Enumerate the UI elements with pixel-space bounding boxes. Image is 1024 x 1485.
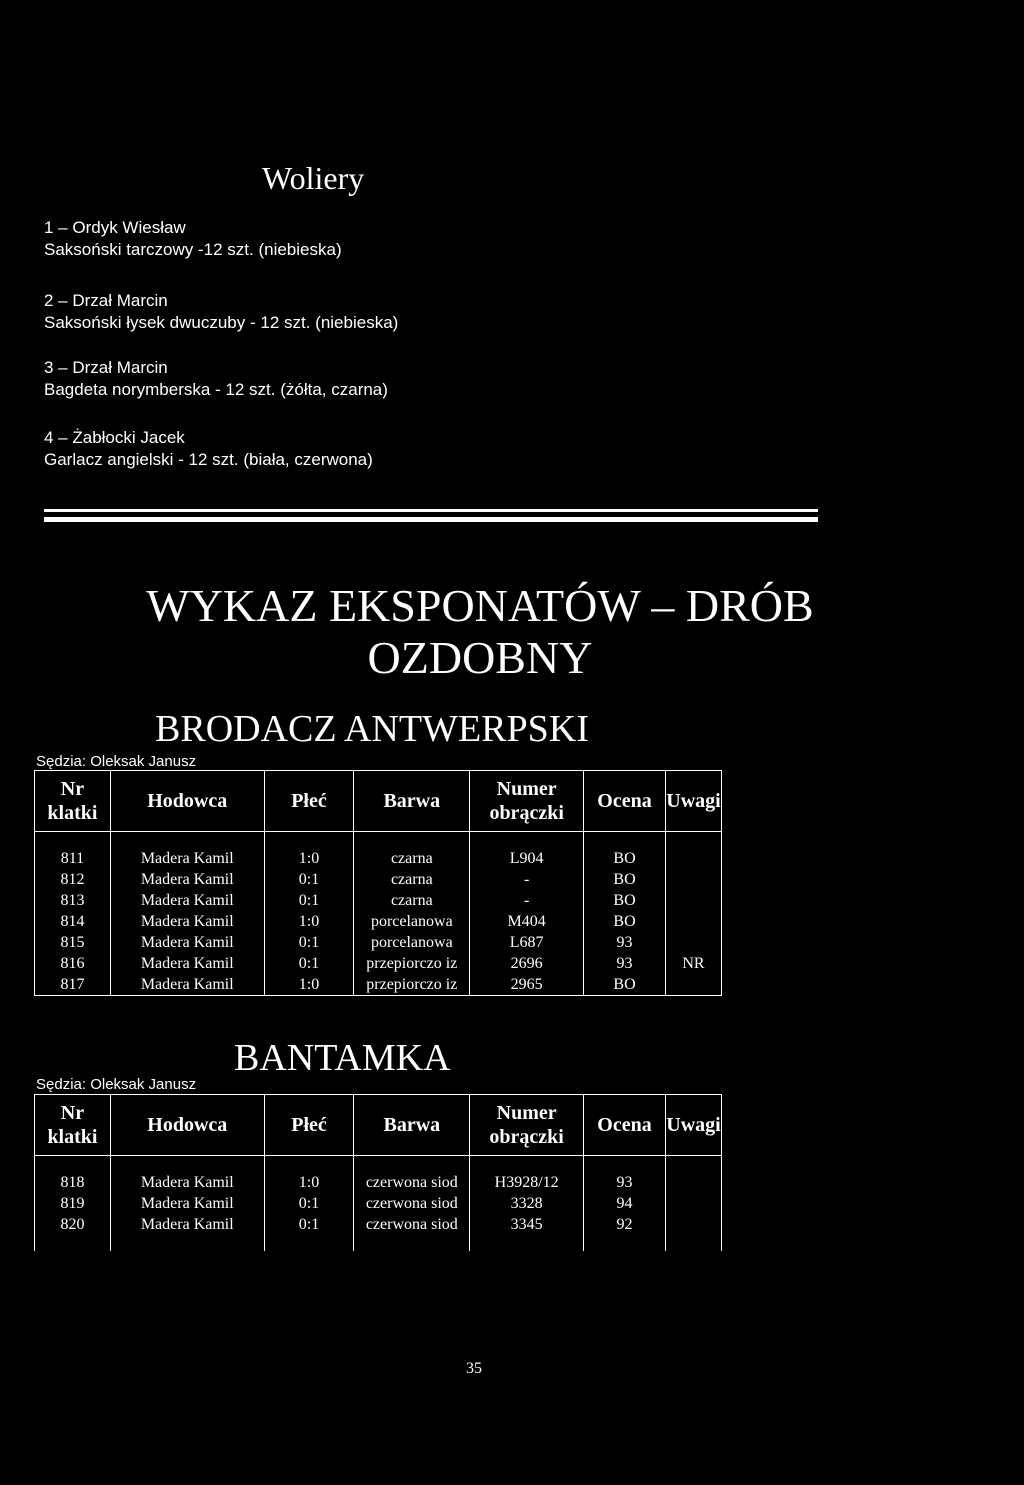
aviary-entry-1 (44, 217, 342, 261)
cell-score: BO (584, 890, 666, 911)
cell-breeder: Madera Kamil (110, 1193, 264, 1214)
table-row (35, 869, 722, 890)
cell-breeder: Madera Kamil (110, 848, 264, 869)
cell-color: porcelanowa (354, 932, 470, 953)
cell-sex: 0:1 (264, 953, 354, 974)
aviary-entry-4 (44, 427, 373, 471)
aviary-owner: 4 – Żabłocki Jacek (44, 428, 185, 447)
aviary-entry-2 (44, 290, 398, 334)
cell-notes (665, 1172, 721, 1193)
cell-score: 93 (584, 953, 666, 974)
divider-rule-top (44, 509, 818, 512)
table-row (35, 848, 722, 869)
cell-sex: 0:1 (264, 1214, 354, 1235)
table-header-row (35, 1095, 722, 1156)
exhibit-table-bantamka (34, 1094, 722, 1251)
cell-nr: 814 (35, 911, 111, 932)
col-header-score: Ocena (584, 1095, 666, 1156)
cell-ring: M404 (470, 911, 584, 932)
page-number: 35 (466, 1360, 482, 1377)
cell-ring: 2965 (470, 974, 584, 996)
cell-nr: 818 (35, 1172, 111, 1193)
cell-breeder: Madera Kamil (110, 1214, 264, 1235)
cell-notes (665, 869, 721, 890)
cell-sex: 0:1 (264, 890, 354, 911)
judge-label: Sędzia: Oleksak Janusz (36, 1076, 197, 1093)
cell-ring: H3928/12 (470, 1172, 584, 1193)
cell-ring: - (470, 890, 584, 911)
woliery-title: Woliery (262, 160, 365, 196)
cell-color: czerwona siod (354, 1214, 470, 1235)
cell-ring: 3328 (470, 1193, 584, 1214)
col-header-sex: Płeć (264, 1095, 354, 1156)
col-header-color: Barwa (354, 1095, 470, 1156)
cell-color: czarna (354, 869, 470, 890)
cell-color: czerwona siod (354, 1172, 470, 1193)
cell-notes (665, 974, 721, 996)
cell-sex: 1:0 (264, 1172, 354, 1193)
aviary-breed: Bagdeta norymberska - 12 szt. (żółta, czarna) (44, 380, 388, 399)
cell-color: porcelanowa (354, 911, 470, 932)
cell-score: BO (584, 911, 666, 932)
cell-nr: 816 (35, 953, 111, 974)
col-header-notes: Uwagi (665, 1095, 721, 1156)
col-header-notes: Uwagi (665, 771, 721, 832)
cell-breeder: Madera Kamil (110, 911, 264, 932)
cell-breeder: Madera Kamil (110, 890, 264, 911)
cell-ring: 2696 (470, 953, 584, 974)
exhibit-table-brodacz (34, 770, 722, 996)
aviary-breed: Garlacz angielski - 12 szt. (biała, czerwona) (44, 450, 373, 469)
cell-color: czerwona siod (354, 1193, 470, 1214)
table-row (35, 953, 722, 974)
judge-label: Sędzia: Oleksak Janusz (36, 753, 197, 770)
cell-notes (665, 911, 721, 932)
table-row (35, 1193, 722, 1214)
aviary-owner: 3 – Drzał Marcin (44, 358, 168, 377)
col-header-nr: Nr klatki (35, 771, 111, 832)
cell-score: BO (584, 974, 666, 996)
cell-nr: 820 (35, 1214, 111, 1235)
table-header-row (35, 771, 722, 832)
cell-score: 93 (584, 932, 666, 953)
cell-ring: 3345 (470, 1214, 584, 1235)
divider-rule-bottom (44, 517, 818, 522)
cell-sex: 0:1 (264, 869, 354, 890)
table-row (35, 1214, 722, 1235)
cell-notes (665, 848, 721, 869)
col-header-nr: Nr klatki (35, 1095, 111, 1156)
col-header-sex: Płeć (264, 771, 354, 832)
section-title: BANTAMKA (234, 1037, 451, 1079)
section-title: BRODACZ ANTWERPSKI (155, 708, 589, 750)
cell-score: 94 (584, 1193, 666, 1214)
cell-score: 93 (584, 1172, 666, 1193)
cell-notes: NR (665, 953, 721, 974)
cell-sex: 1:0 (264, 911, 354, 932)
col-header-ring: Numer obrączki (470, 771, 584, 832)
table-row (35, 974, 722, 996)
cell-breeder: Madera Kamil (110, 869, 264, 890)
cell-score: BO (584, 848, 666, 869)
main-title-line1: WYKAZ EKSPONATÓW – DRÓB (146, 580, 814, 631)
cell-nr: 819 (35, 1193, 111, 1214)
aviary-entry-3 (44, 357, 388, 401)
cell-sex: 1:0 (264, 848, 354, 869)
cell-nr: 815 (35, 932, 111, 953)
table-row (35, 1172, 722, 1193)
table-row (35, 932, 722, 953)
cell-notes (665, 932, 721, 953)
cell-score: 92 (584, 1214, 666, 1235)
cell-ring: L904 (470, 848, 584, 869)
cell-sex: 0:1 (264, 932, 354, 953)
cell-nr: 813 (35, 890, 111, 911)
cell-color: czarna (354, 890, 470, 911)
cell-nr: 811 (35, 848, 111, 869)
cell-breeder: Madera Kamil (110, 974, 264, 996)
cell-sex: 1:0 (264, 974, 354, 996)
aviary-owner: 2 – Drzał Marcin (44, 291, 168, 310)
cell-ring: - (470, 869, 584, 890)
aviary-owner: 1 – Ordyk Wiesław (44, 218, 186, 237)
cell-color: czarna (354, 848, 470, 869)
cell-color: przepiorczo iz (354, 953, 470, 974)
table-row (35, 890, 722, 911)
col-header-breeder: Hodowca (110, 771, 264, 832)
aviary-breed: Saksoński tarczowy -12 szt. (niebieska) (44, 240, 342, 259)
cell-notes (665, 1193, 721, 1214)
cell-color: przepiorczo iz (354, 974, 470, 996)
cell-breeder: Madera Kamil (110, 953, 264, 974)
cell-sex: 0:1 (264, 1193, 354, 1214)
cell-notes (665, 890, 721, 911)
cell-ring: L687 (470, 932, 584, 953)
col-header-color: Barwa (354, 771, 470, 832)
main-title-line2: OZDOBNY (367, 632, 593, 683)
cell-nr: 817 (35, 974, 111, 996)
col-header-breeder: Hodowca (110, 1095, 264, 1156)
cell-notes (665, 1214, 721, 1235)
cell-score: BO (584, 869, 666, 890)
table-row (35, 911, 722, 932)
col-header-score: Ocena (584, 771, 666, 832)
cell-breeder: Madera Kamil (110, 1172, 264, 1193)
aviary-breed: Saksoński łysek dwuczuby - 12 szt. (niebieska) (44, 313, 399, 332)
col-header-ring: Numer obrączki (470, 1095, 584, 1156)
cell-nr: 812 (35, 869, 111, 890)
cell-breeder: Madera Kamil (110, 932, 264, 953)
